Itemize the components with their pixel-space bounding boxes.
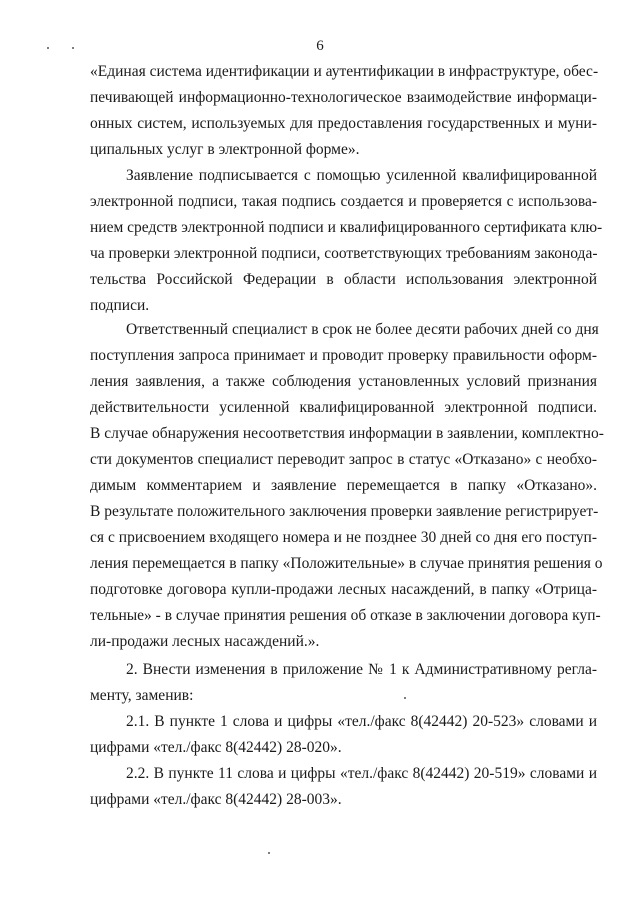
page-number: 6 bbox=[316, 38, 324, 54]
text-line: димым комментарием и заявление перемещается в папку «Отказано». bbox=[90, 477, 597, 494]
text-line: ципальных услуг в электронной форме». bbox=[90, 141, 360, 158]
text-line: цифрами «тел./факс 8(42442) 28-003». bbox=[90, 791, 342, 808]
text-line: электронной подписи, такая подпись создается и проверяется с использова- bbox=[90, 193, 597, 210]
text-line: онных систем, используемых для предоставления государственных и муни- bbox=[90, 115, 597, 132]
text-line: В результате положительного заключения проверки заявление регистрирует- bbox=[90, 503, 599, 520]
text-line: цифрами «тел./факс 8(42442) 28-020». bbox=[90, 739, 342, 756]
paragraph-esia-continuation bbox=[90, 59, 597, 163]
text-line: нием средств электронной подписи и квалифицированного сертификата клю- bbox=[90, 219, 603, 236]
text-line: сти документов специалист переводит запрос в статус «Отказано» с необхо- bbox=[90, 451, 597, 468]
text-line: ся с присвоением входящего номера и не позднее 30 дней со дня его поступ- bbox=[90, 529, 597, 546]
paragraph-item-2 bbox=[90, 657, 597, 709]
scan-speck bbox=[72, 47, 74, 49]
text-line: Заявление подписывается с помощью усиленной квалифицированной bbox=[126, 167, 597, 184]
text-line: печивающей информационно-технологическое взаимодействие информаци- bbox=[90, 89, 597, 106]
text-line: поступления запроса принимает и проводит проверку правильности оформ- bbox=[90, 347, 597, 364]
text-line: В случае обнаружения несоответствия информации в заявлении, комплектно- bbox=[90, 425, 604, 442]
scan-speck bbox=[47, 47, 49, 49]
text-line: ли-продажи лесных насаждений.». bbox=[90, 633, 320, 650]
paragraph-item-2-1 bbox=[90, 709, 597, 761]
text-line: ча проверки электронной подписи, соответствующих требованиям законода- bbox=[90, 245, 598, 262]
text-line: тельства Российской Федерации в области использования электронной bbox=[90, 271, 597, 288]
text-line: Ответственный специалист в срок не более десяти рабочих дней со дня bbox=[126, 321, 599, 338]
paragraph-item-2-2 bbox=[90, 761, 597, 813]
text-line: менту, заменив: bbox=[90, 687, 194, 704]
scan-speck bbox=[404, 697, 406, 699]
text-line: подписи. bbox=[90, 297, 150, 314]
scan-speck bbox=[268, 852, 270, 854]
paragraph-electronic-signature bbox=[90, 163, 603, 319]
text-line: ления перемещается в папку «Положительные» в случае принятия решения о bbox=[90, 555, 603, 572]
paragraph-request-processing bbox=[90, 317, 604, 655]
text-line: действительности усиленной квалифицированной электронной подписи. bbox=[90, 399, 597, 416]
text-line: тельные» - в случае принятия решения об отказе в заключении договора куп- bbox=[90, 607, 601, 624]
text-line: 2. Внести изменения в приложение № 1 к Административному регла- bbox=[126, 661, 597, 678]
text-line: 2.2. В пункте 11 слова и цифры «тел./факс 8(42442) 20-519» словами и bbox=[126, 765, 597, 782]
text-line: 2.1. В пункте 1 слова и цифры «тел./факс 8(42442) 20-523» словами и bbox=[126, 713, 597, 730]
text-line: подготовке договора купли-продажи лесных насаждений, в папку «Отрица- bbox=[90, 581, 597, 598]
text-line: ления заявления, а также соблюдения установленных условий признания bbox=[90, 373, 597, 390]
text-line: «Единая система идентификации и аутентификации в инфраструктуре, обес- bbox=[90, 63, 599, 80]
